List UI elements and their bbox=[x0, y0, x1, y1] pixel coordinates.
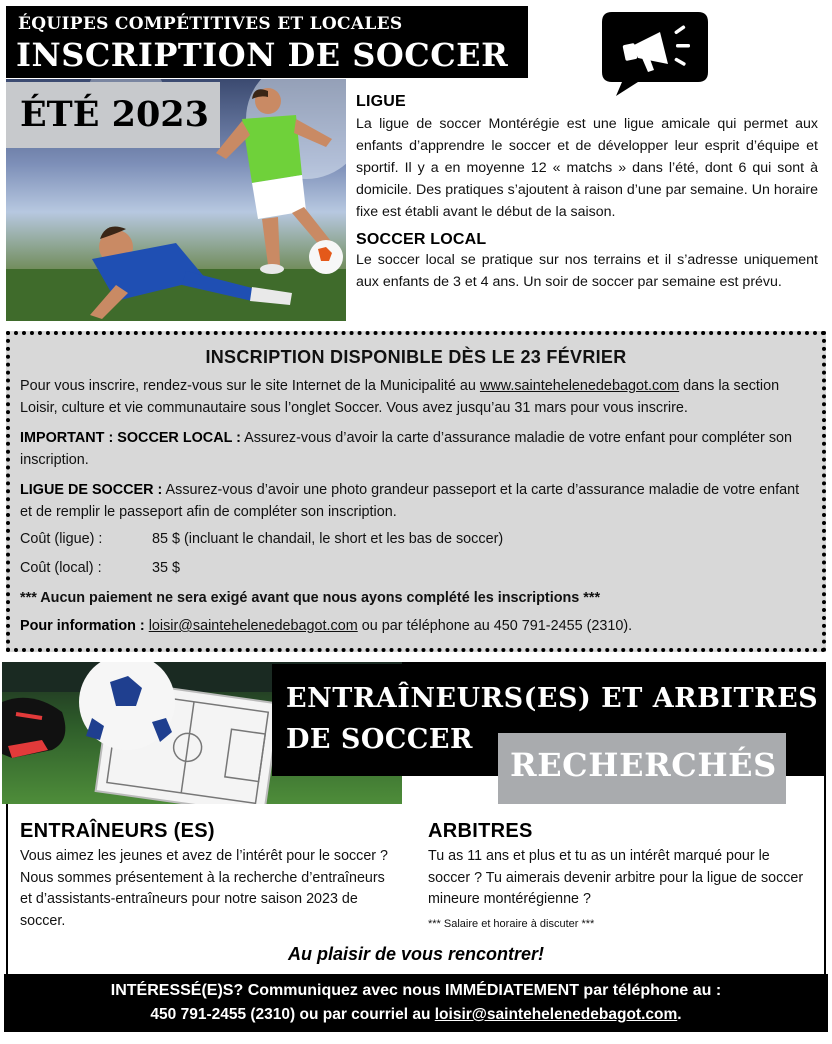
local-heading: SOCCER LOCAL bbox=[356, 231, 487, 248]
cost-value: 85 $ (incluant le chandail, le short et les bas de soccer) bbox=[152, 531, 504, 547]
recruitment-title-line1: ENTRAÎNEURS(ES) ET ARBITRES bbox=[286, 683, 819, 714]
closing-message: Au plaisir de vous rencontrer! bbox=[287, 944, 545, 964]
recruitment-title-line2: DE SOCCER bbox=[286, 724, 473, 755]
footer-email-link[interactable]: loisir@saintehelenedebagot.com bbox=[434, 1006, 678, 1023]
wanted-text: RECHERCHÉS bbox=[510, 746, 777, 784]
page-title: INSCRIPTION DE SOCCER bbox=[16, 36, 509, 74]
local-description: Le soccer local se pratique sur nos terrains et il s’adresse uniquement aux enfants de 3 et 4 ans. Un soir de soccer par semaine est prévu. bbox=[356, 252, 818, 290]
ligue-note: LIGUE DE SOCCER : Assurez-vous d’avoir une photo grandeur passeport et la carte d’assurance maladie de votre enfant et de remplir le passeport afin de compléter son inscription. bbox=[20, 482, 800, 520]
important-local-note: IMPORTANT : SOCCER LOCAL : Assurez-vous d’avoir la carte d’assurance maladie de votre enfant pour compléter son inscription. bbox=[20, 430, 793, 468]
ligue-label: LIGUE DE SOCCER : bbox=[20, 482, 163, 498]
season-badge bbox=[6, 82, 220, 148]
footer-line2: 450 791-2455 (2310) ou par courriel au loisir@saintehelenedebagot.com. bbox=[150, 1006, 682, 1023]
registration-panel bbox=[6, 331, 826, 652]
email-link[interactable]: loisir@saintehelenedebagot.com bbox=[148, 618, 358, 634]
referees-heading: ARBITRES bbox=[428, 820, 533, 842]
footer-line1: INTÉRESSÉ(E)S? Communiquez avec nous IMMÉDIATEMENT par téléphone au : bbox=[110, 982, 722, 999]
cost-label: Coût (ligue) : bbox=[20, 531, 103, 547]
referees-note: *** Salaire et horaire à discuter *** bbox=[428, 918, 595, 930]
registration-title: INSCRIPTION DISPONIBLE DÈS LE 23 FÉVRIER bbox=[205, 347, 627, 367]
info-column bbox=[356, 93, 818, 293]
title-kicker: ÉQUIPES COMPÉTITIVES ET LOCALES bbox=[18, 14, 403, 34]
important-label: IMPORTANT : SOCCER LOCAL : bbox=[20, 430, 241, 446]
contact-info: Pour information : loisir@saintehelenedebagot.com ou par téléphone au 450 791-2455 (2310). bbox=[20, 618, 633, 634]
megaphone-icon bbox=[598, 6, 710, 98]
referees-description: Tu as 11 ans et plus et tu as un intérêt marqué pour le soccer ? Tu aimerais devenir arbitre pour la ligue de soccer mineure montérégienne ? bbox=[428, 848, 804, 907]
registration-intro: Pour vous inscrire, rendez-vous sur le site Internet de la Municipalité au www.saintehelenedebagot.com dans la section Loisir, culture et vie communautaire sous l’onglet Soccer. Vous avez jusqu’au 31 mars pour vous inscrire. bbox=[20, 378, 780, 416]
coaches-description: Vous aimez les jeunes et avez de l’intérêt pour le soccer ? Nous sommes présentement à la recherche d’entraîneurs et d’assistants-entraîneurs pour notre saison 2023 de soccer. bbox=[20, 848, 388, 929]
contact-footer bbox=[4, 974, 828, 1032]
website-link[interactable]: www.saintehelenedebagot.com bbox=[479, 378, 680, 394]
cost-local-row bbox=[20, 560, 180, 576]
cost-label: Coût (local) : bbox=[20, 560, 102, 576]
wanted-badge bbox=[498, 733, 786, 804]
coaches-heading: ENTRAÎNEURS (ES) bbox=[20, 820, 215, 842]
info-label: Pour information : bbox=[20, 618, 145, 634]
ligue-description: La ligue de soccer Montérégie est une ligue amicale qui permet aux enfants d’apprendre le soccer et de développer leur esprit d’équipe et sportif. Il y a en moyenne 12 « matchs » dans l’été, dont 6 qui sont à domicile. Des pratiques s’ajoutent à raison d’une par semaine. Un horaire fixe est établi avant le début de la saison. bbox=[356, 116, 818, 220]
season-year: ÉTÉ 2023 bbox=[20, 94, 209, 135]
title-block bbox=[6, 6, 528, 78]
cost-ligue-row bbox=[20, 531, 503, 547]
cost-value: 35 $ bbox=[152, 560, 181, 576]
ligue-heading: LIGUE bbox=[356, 93, 406, 110]
no-payment-note: *** Aucun paiement ne sera exigé avant que nous ayons complété les inscriptions *** bbox=[20, 590, 601, 606]
